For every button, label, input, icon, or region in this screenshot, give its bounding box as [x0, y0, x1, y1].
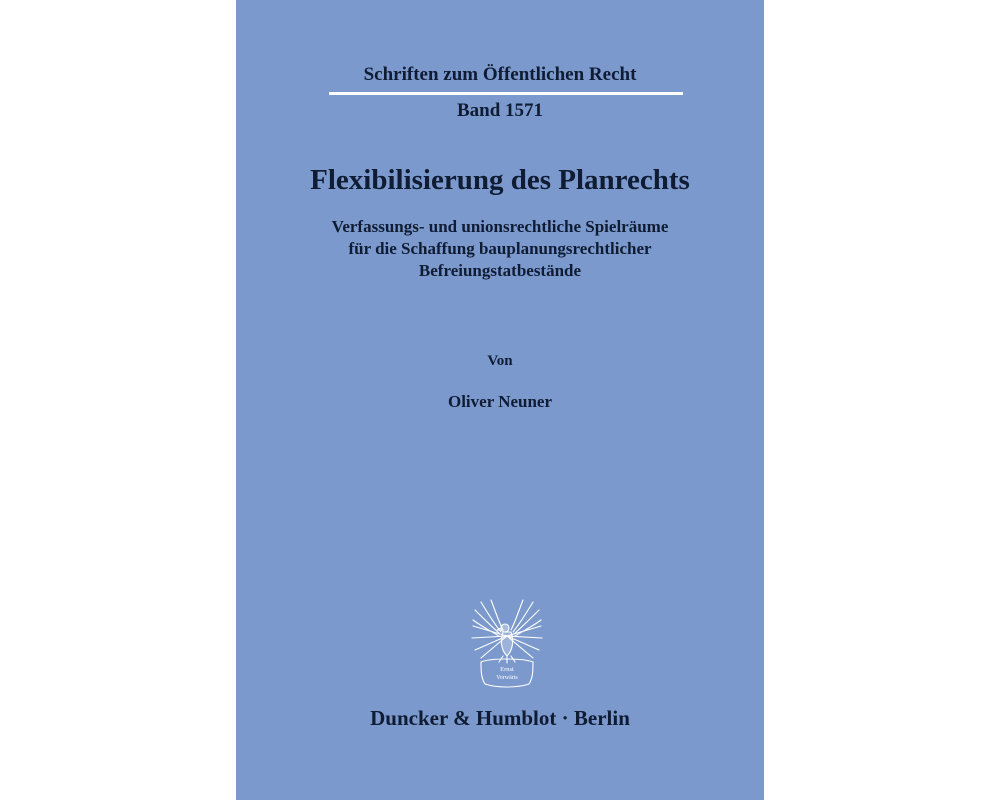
- book-cover: [236, 0, 764, 800]
- svg-text:Vorwärts: Vorwärts: [496, 675, 518, 681]
- author-name: Oliver Neuner: [447, 392, 553, 411]
- svg-text:Ernst: Ernst: [500, 666, 514, 673]
- volume-number: Band 1571: [456, 100, 544, 121]
- book-title: Flexibilisierung des Planrechts: [310, 164, 690, 196]
- subtitle-line: Befreiungstatbestände: [418, 261, 582, 280]
- publisher-imprint: Duncker & Humblot · Berlin: [370, 706, 630, 730]
- eagle-emblem-icon: [467, 596, 547, 692]
- subtitle-line: für die Schaffung bauplanungsrechtlicher: [348, 239, 652, 258]
- series-title: Schriften zum Öffentlichen Recht: [363, 64, 637, 85]
- subtitle-line: Verfassungs- und unionsrechtliche Spielräume: [331, 217, 669, 236]
- by-label: Von: [487, 353, 513, 369]
- book-subtitle: [236, 216, 764, 282]
- divider-rule: [329, 92, 683, 95]
